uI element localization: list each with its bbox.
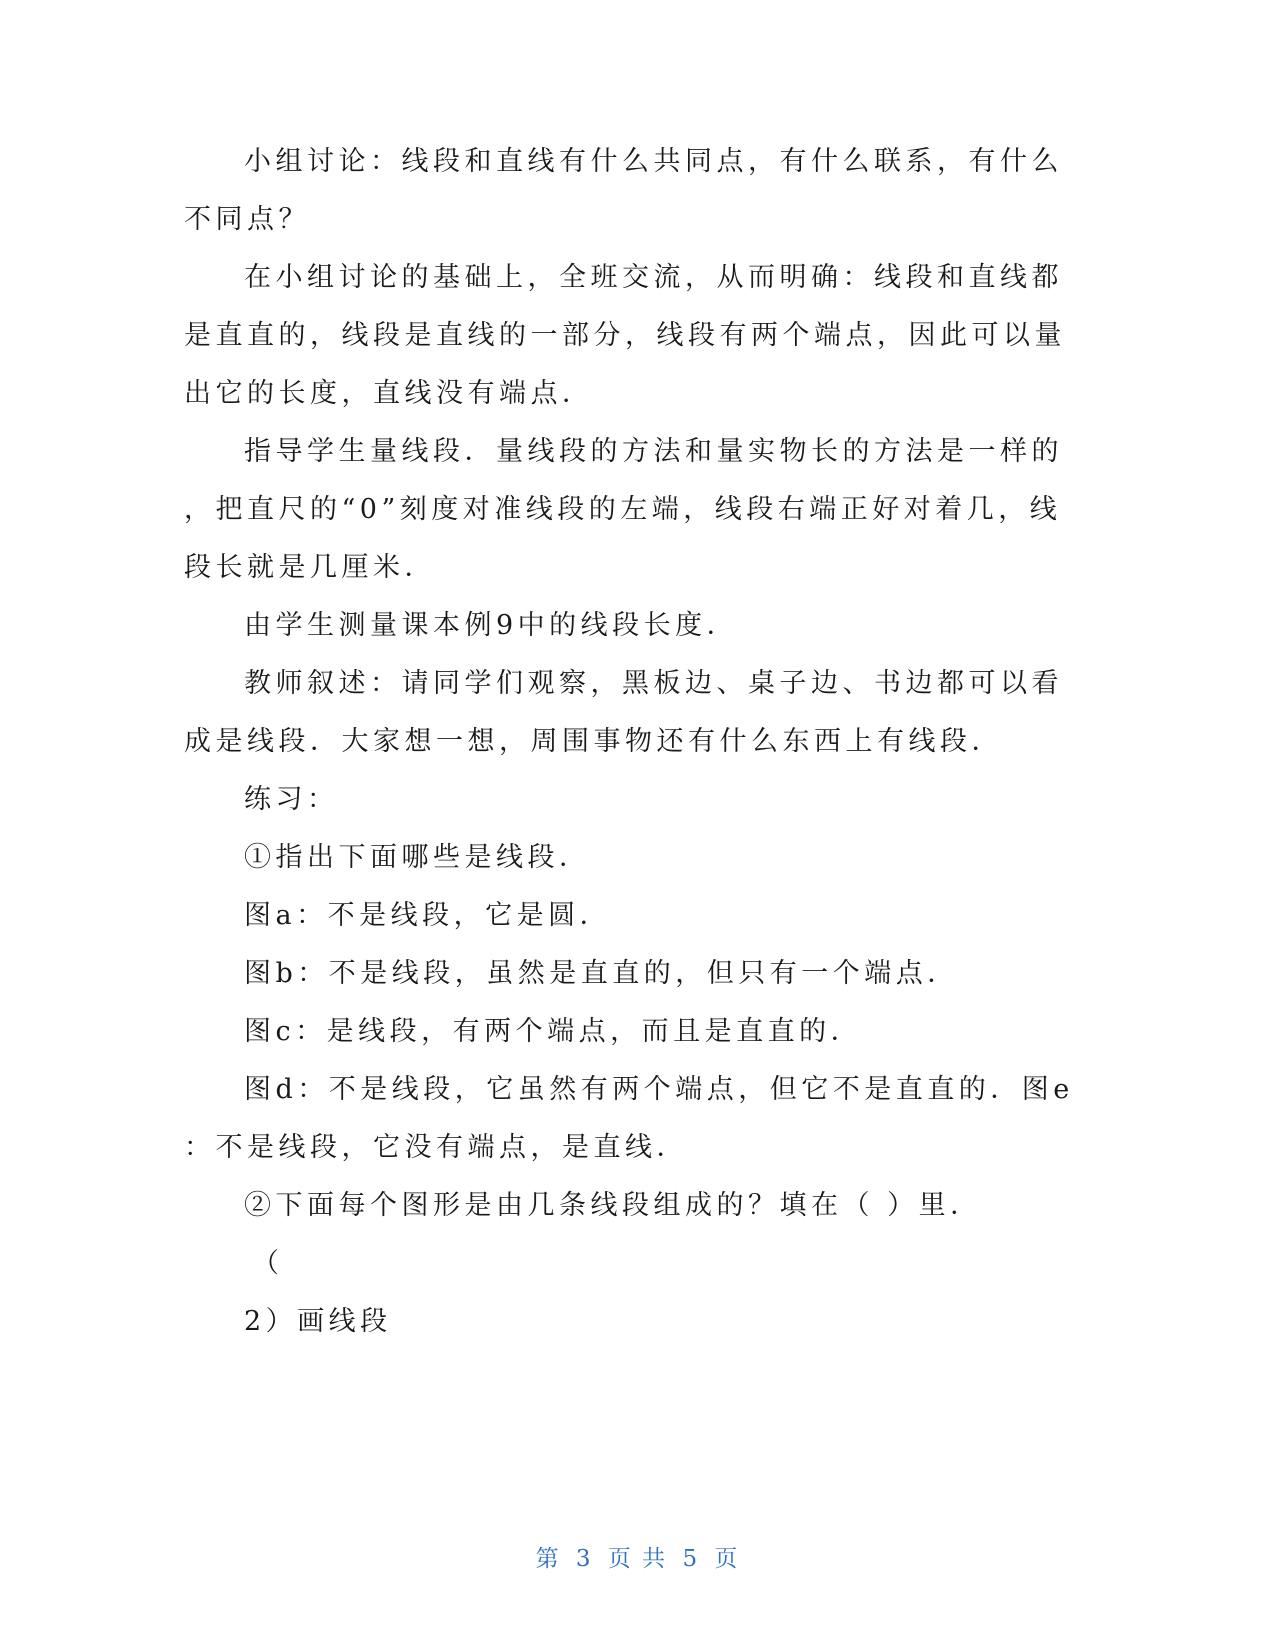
page-number: 3 <box>575 1546 593 1572</box>
paragraph-line: ：不是线段，它没有端点，是直线． <box>184 1132 688 1163</box>
paragraph-line: 2）画线段 <box>244 1306 392 1337</box>
footer-suffix: 页 <box>714 1546 740 1572</box>
paragraph-line: 指导学生量线段．量线段的方法和量实物长的方法是一样的 <box>244 436 1063 467</box>
paragraph-line: 由学生测量课本例9中的线段长度． <box>244 610 739 641</box>
page-total: 5 <box>682 1546 700 1572</box>
paragraph-line: ②下面每个图形是由几条线段组成的？填在（ ）里． <box>244 1190 982 1221</box>
paragraph-line: 图a：不是线段，它是圆． <box>244 900 612 931</box>
paragraph-line: 图d：不是线段，它虽然有两个端点，但它不是直直的．图e <box>244 1074 1074 1105</box>
paragraph-line: 小组讨论：线段和直线有什么共同点，有什么联系，有什么 <box>244 146 1063 177</box>
paragraph-line: 练习： <box>244 784 339 815</box>
paragraph-line: 成是线段．大家想一想，周围事物还有什么东西上有线段． <box>184 726 1003 757</box>
footer-middle: 页 共 <box>607 1546 668 1572</box>
footer-prefix: 第 <box>535 1546 561 1572</box>
paragraph-line: （ <box>252 1248 284 1279</box>
paragraph-line: 是直直的，线段是直线的一部分，线段有两个端点，因此可以量 <box>184 320 1066 351</box>
page-footer <box>0 1544 1275 1574</box>
paragraph-line: 图c：是线段，有两个端点，而且是直直的． <box>244 1016 863 1047</box>
paragraph-line: 段长就是几厘米． <box>184 552 436 583</box>
paragraph-line: 教师叙述：请同学们观察，黑板边、桌子边、书边都可以看 <box>244 668 1063 699</box>
paragraph-line: ①指出下面哪些是线段． <box>244 842 591 873</box>
paragraph-line: 不同点？ <box>184 204 310 235</box>
paragraph-line: 出它的长度，直线没有端点． <box>184 378 594 409</box>
paragraph-line: ，把直尺的“0”刻度对准线段的左端，线段右端正好对着几，线 <box>184 494 1062 525</box>
paragraph-line: 图b：不是线段，虽然是直直的，但只有一个端点． <box>244 958 959 989</box>
paragraph-line: 在小组讨论的基础上，全班交流，从而明确：线段和直线都 <box>244 262 1063 293</box>
